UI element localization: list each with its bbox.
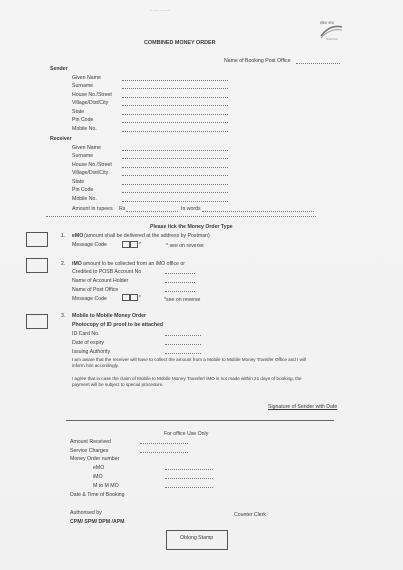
authorised-by-label: Authorised by [70,510,102,516]
imo-number-label: iMO [93,474,103,480]
account-holder-label: Name of Account Holder [72,278,129,284]
receiver-house-label: House No./Street [72,162,112,168]
sender-mobile-label: Mobile No. [72,126,97,132]
expiry-field[interactable] [165,344,201,345]
booking-office-field[interactable] [296,63,340,64]
receiver-heading: Receiver [50,136,72,142]
amount-rs-field[interactable] [126,211,178,212]
posb-account-field[interactable] [165,273,195,274]
imo-description: amount to be collected from an iMO office or [83,261,185,267]
emo-tick-box[interactable] [26,232,48,247]
service-charges-label: Service Charges [70,448,109,454]
receiver-city-field[interactable] [122,175,228,176]
receiver-city-label: Village/Dist/City [72,170,109,176]
receiver-surname-label: Surname [72,153,94,159]
receiver-mobile-field[interactable] [122,201,228,202]
emo-message-code-box-1[interactable] [122,241,130,248]
m2m-title: Mobile to Mobile Money Order [72,313,147,319]
emo-message-code-box-2[interactable] [130,241,138,248]
svg-text:इंडिया पोस्ट: इंडिया पोस्ट [320,21,335,25]
declaration-1b: inform him accordingly. [72,363,119,368]
declaration-2: I agree that in case the claim of Mobile to Mobile Money Transfer/ iMO is not made within 21 days of booking, the [72,376,302,381]
declaration-2b: payment will be subject to special procedure. [72,382,164,387]
imo-message-code-label: Message Code [72,296,107,302]
receiver-state-field[interactable] [122,184,228,185]
imo-see-reverse: * [139,295,142,301]
receiver-house-field[interactable] [122,167,228,168]
sender-mobile-field[interactable] [122,131,228,132]
sender-city-label: Village/Dist/City [72,100,109,106]
expiry-label: Date of expiry [72,340,105,346]
imo-tick-box[interactable] [26,258,48,273]
section2-number: 2. [61,261,66,267]
form-title: COMBINED MONEY ORDER [144,40,216,46]
emo-message-code-label: Message Code [72,242,107,248]
imo-see-reverse-note: *see on reverse [164,297,201,303]
m2m-number-field[interactable] [165,487,213,488]
top-handwriting: ~ ~~ ~ ~~~ [150,8,170,13]
receiver-given-name-label: Given Name [72,145,101,151]
sender-city-field[interactable] [122,105,228,106]
amount-received-label: Amount Received [70,439,111,445]
divider-2 [66,420,334,421]
id-card-label: ID Card No. [72,331,100,337]
issuing-authority-field[interactable] [165,353,201,354]
emo-see-reverse: * [139,242,142,248]
india-post-logo-icon [318,20,344,40]
office-use-heading: For office Use Only [164,431,209,437]
receiver-given-name-field[interactable] [122,150,228,151]
counter-clerk-label: Counter Clerk [234,512,267,518]
emo-description: (amount shall be delivered at the address by Postman) [84,233,210,239]
imo-title: iMO [72,261,82,267]
booking-office-label: Name of Booking Post Office [224,58,291,64]
emo-number-field[interactable] [165,469,213,470]
imo-message-code-box-2[interactable] [130,294,138,301]
oblong-stamp-label: Oblong Stamp [180,535,214,541]
m2m-number-label: M to M MO [93,483,119,489]
sender-state-label: State [72,109,85,115]
issuing-authority-label: Issuing Authority [72,349,111,355]
sender-pin-label: Pin Code [72,117,94,123]
mo-number-label: Money Order number [70,456,120,462]
service-charges-field[interactable] [140,452,188,453]
tick-heading: Please tick the Money Order Type [150,224,233,230]
id-card-field[interactable] [165,335,201,336]
emo-see-reverse-note: * see on reverse [166,243,204,249]
section3-number: 3. [61,313,66,319]
sender-signature-label: Signature of Sender with Date [268,404,338,410]
m2m-tick-box[interactable] [26,314,48,329]
posb-account-label: Credited to POSB Account No [72,269,142,275]
sender-house-label: House No./Street [72,92,112,98]
receiver-pin-label: Pin Code [72,187,94,193]
amount-received-field[interactable] [140,443,188,444]
amount-label: Amount in rupees [72,206,113,212]
svg-text:India Post: India Post [326,38,338,40]
receiver-pin-field[interactable] [122,192,228,193]
divider-1 [46,216,316,217]
sender-house-field[interactable] [122,97,228,98]
amount-words-field[interactable] [202,211,314,212]
emo-number-label: eMO [93,465,105,471]
post-office-label: Name of Post Office [72,287,119,293]
post-office-field[interactable] [165,291,195,292]
imo-message-code-box-1[interactable] [122,294,130,301]
imo-number-field[interactable] [165,478,213,479]
in-words-label: In words [181,206,201,212]
sender-given-name-field[interactable] [122,80,228,81]
booking-datetime-label: Date & Time of Booking [70,492,125,498]
sender-heading: Sender [50,66,68,72]
sender-state-field[interactable] [122,114,228,115]
receiver-mobile-label: Mobile No. [72,196,97,202]
declaration-1: I am aware that the receiver will have to collect the amount from a Mobile to Mobile Money Transfer Office and I will [72,357,307,362]
receiver-surname-field[interactable] [122,158,228,159]
rs-label: Rs [119,206,126,212]
sender-pin-field[interactable] [122,122,228,123]
m2m-subtitle: Photocopy of ID proof to be attached [72,322,164,328]
authority-roles: CPM/ SPM/ DPM /APM [70,519,125,525]
emo-title: eMO [72,233,84,239]
section1-number: 1. [61,233,66,239]
sender-surname-label: Surname [72,83,94,89]
sender-given-name-label: Given Name [72,75,101,81]
sender-surname-field[interactable] [122,88,228,89]
account-holder-field[interactable] [165,282,195,283]
receiver-state-label: State [72,179,85,185]
